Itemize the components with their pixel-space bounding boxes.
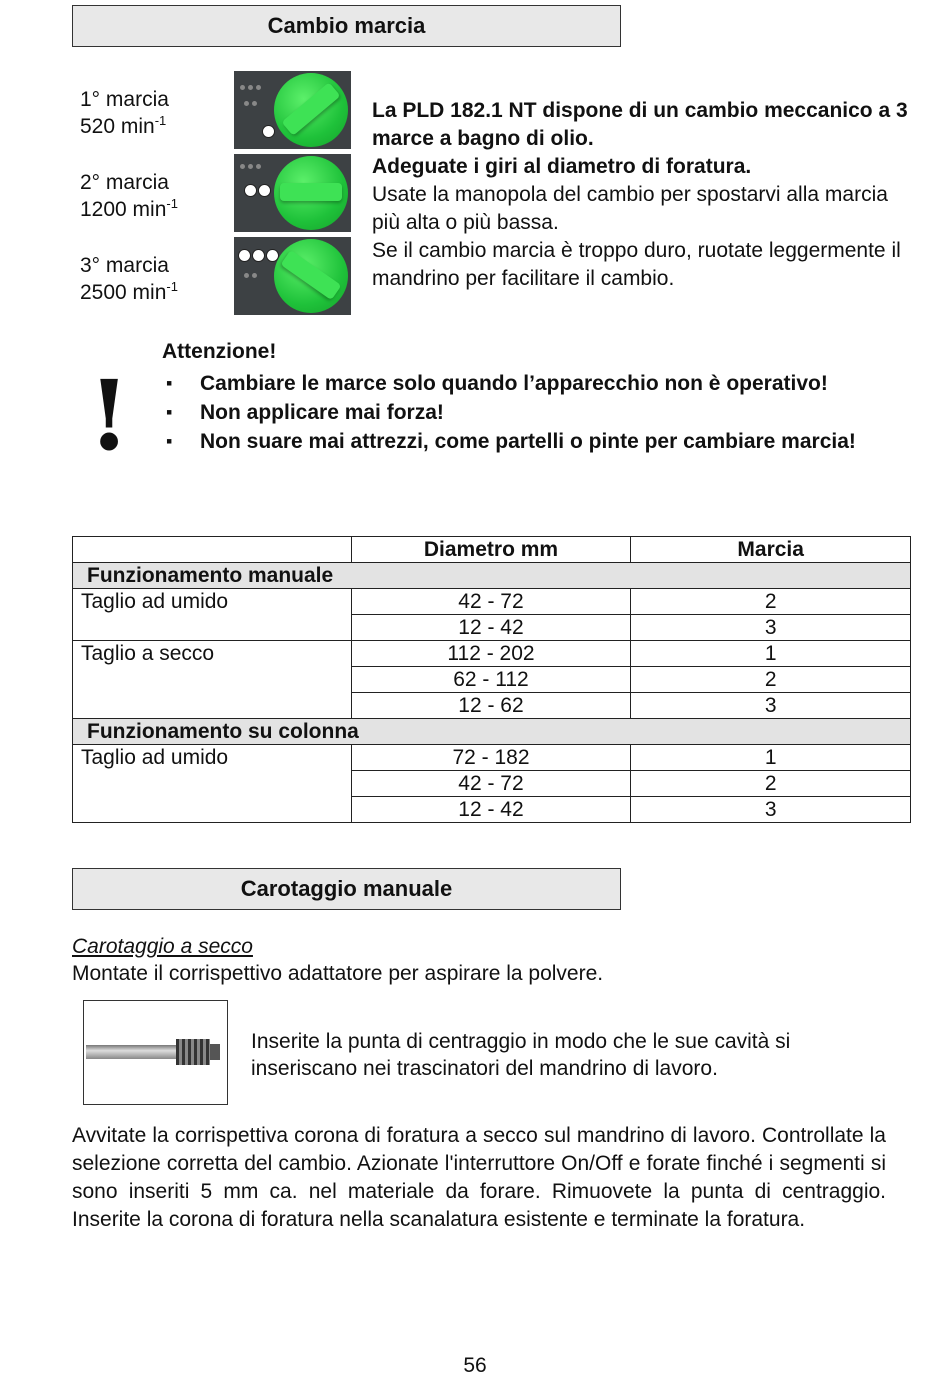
centering-drill-text: Inserite la punta di centraggio in modo che le sue cavità si inseriscano nei trascinatori del mandrino di lavoro. xyxy=(251,1030,791,1080)
warning-title: Attenzione! xyxy=(162,340,277,363)
gear-knob-2-photo xyxy=(234,154,351,232)
gear-knob-photos xyxy=(234,71,351,320)
gear-knob-1-photo xyxy=(234,71,351,149)
warning-item: ▪ Non suare mai attrezzi, come partelli o pinte per cambiare marcia! xyxy=(166,427,886,456)
table-row: Taglio ad umido 42 - 72 2 xyxy=(73,589,911,615)
section-title-text: Carotaggio manuale xyxy=(240,876,453,901)
table-row: 62 - 112 2 xyxy=(73,667,911,693)
gear-label-1: 1° marcia 520 $\min^{-1}$ xyxy=(80,88,169,138)
gear-label-2: 2° marcia 1200 $\min^{-1}$ xyxy=(80,171,178,221)
section-title-text: Cambio marcia xyxy=(267,13,426,38)
section-title-carotaggio-manuale xyxy=(72,868,621,910)
warning-item: ▪ Non applicare mai forza! xyxy=(166,398,886,427)
gear-label-3: 3° marcia 2500 $\min^{-1}$ xyxy=(80,254,178,304)
table-row: 12 - 62 3 xyxy=(73,693,911,719)
gearbox-intro-text: La PLD 182.1 NT dispone di un cambio meccanico a 3 marce a bagno di olio. Adeguate i giri al diametro di foratura. Usate la manopola del cambio per spostarvi alla marcia più alta o più bassa. Se il cambio marcia è troppo duro, ruotate leggermente il mandrino per facilitare il cambio. xyxy=(372,99,908,290)
table-group-row: Funzionamento manuale xyxy=(73,563,911,589)
table-row: Taglio a secco 112 - 202 1 xyxy=(73,641,911,667)
table-group-row: Funzionamento su colonna xyxy=(73,719,911,745)
gear-selection-table xyxy=(72,536,911,823)
page-number: 56 xyxy=(463,1354,487,1377)
warning-item: ▪ Cambiare le marce solo quando l’apparecchio non è operativo! xyxy=(166,369,886,398)
table-row: 12 - 42 3 xyxy=(73,797,911,823)
exclamation-icon: ! xyxy=(88,359,131,472)
subsection-title: Carotaggio a secco xyxy=(72,935,253,958)
centering-drill-photo xyxy=(83,1000,228,1105)
warning-list xyxy=(166,369,886,456)
table-row: 42 - 72 2 xyxy=(73,771,911,797)
table-row: 12 - 42 3 xyxy=(73,615,911,641)
table-row: Taglio ad umido 72 - 182 1 xyxy=(73,745,911,771)
subsection-text: Montate il corrispettivo adattatore per aspirare la polvere. xyxy=(72,962,604,985)
gear-labels xyxy=(80,86,230,335)
procedure-text: Avvitate la corrispettiva corona di foratura a secco sul mandrino di lavoro. Controllate la selezione corretta del cambio. Azionate l'interruttore On/Off e forate finché i segmenti si sono inseriti 5 mm ca. nel materiale da forare. Rimuovete la punta di centraggio. Inserite la corona di foratura nella scanalatura esistente e terminate la foratura. xyxy=(72,1124,886,1231)
gear-knob-3-photo xyxy=(234,237,351,315)
table-header-row: Diametro mm Marcia xyxy=(73,537,911,563)
section-title-cambio-marcia xyxy=(72,5,621,47)
